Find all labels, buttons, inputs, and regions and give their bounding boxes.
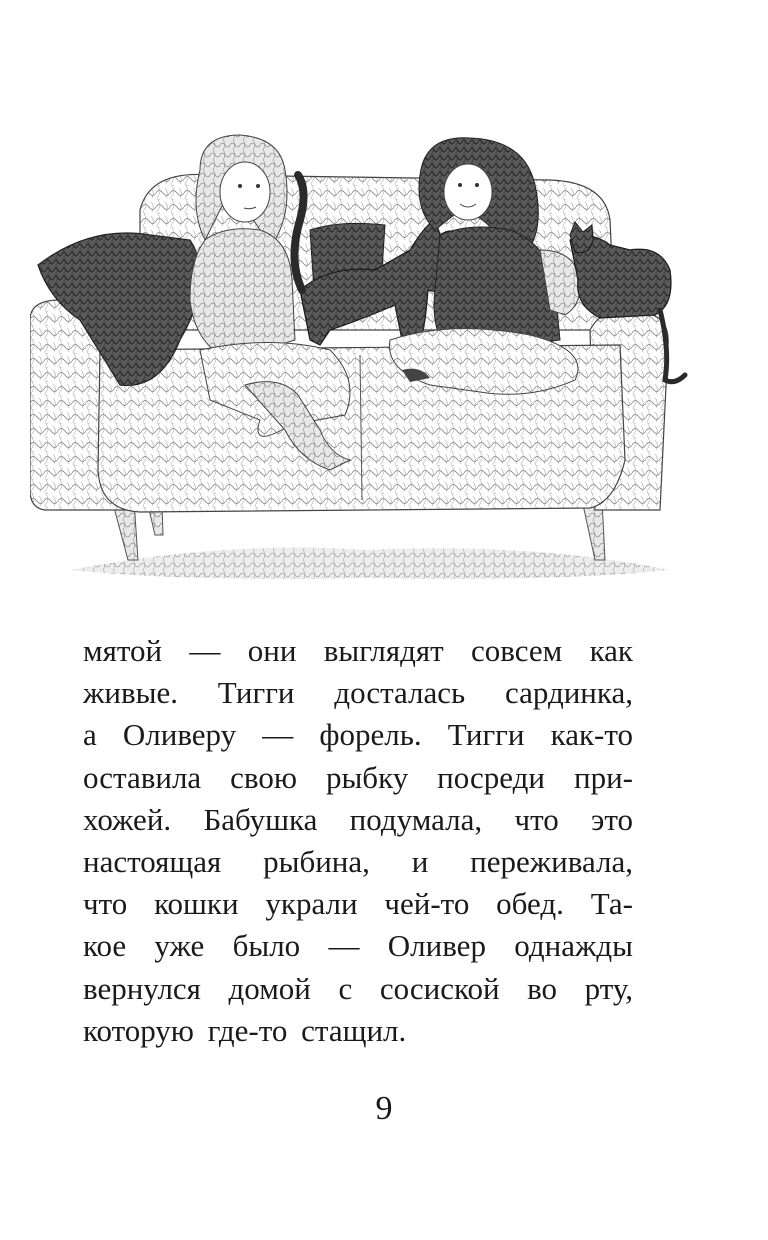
girl-left-body	[190, 229, 295, 360]
text-line: что кошки украли чей-то обед. Та-	[83, 886, 633, 922]
text-line: вернулся домой с сосиской во рту,	[83, 970, 633, 1006]
girl-left-face	[220, 162, 270, 222]
text-line: оставила свою рыбку посреди при-	[83, 759, 633, 795]
body-text	[83, 630, 633, 1052]
text-line: мятой — они выглядят совсем как	[83, 633, 633, 668]
text-line: живые. Тигги досталась сардинка,	[83, 675, 633, 711]
text-line: кое уже было — Оливер однажды	[83, 928, 633, 964]
girl-right-face	[444, 164, 492, 220]
text-line: которую где-то стащил.	[83, 1012, 407, 1048]
page-number: 9	[375, 1090, 393, 1127]
text-line: хожей. Бабушка подумала, что это	[83, 801, 633, 837]
text-line: настоящая рыбина, и переживала,	[83, 843, 633, 879]
sofa-illustration	[30, 130, 700, 590]
cat-right-tail	[660, 310, 685, 382]
text-line: а Оливеру — форель. Тигги как-то	[83, 717, 633, 753]
rug-shadow	[70, 548, 670, 580]
